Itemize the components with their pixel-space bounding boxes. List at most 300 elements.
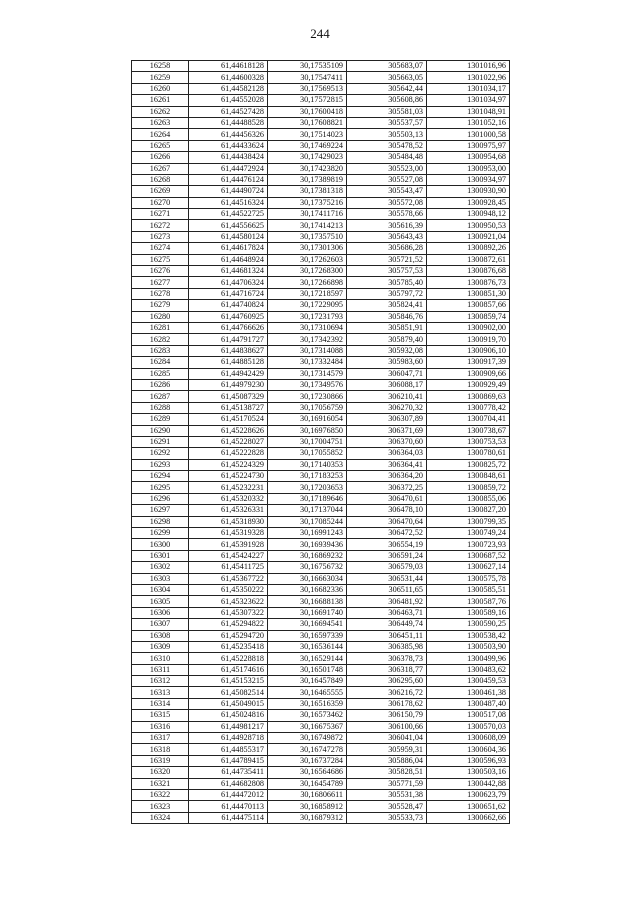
point-number-cell: 16284 [132, 357, 189, 368]
longitude-cell: 30,17218597 [268, 288, 347, 299]
point-number-cell: 16309 [132, 641, 189, 652]
x-coordinate-cell: 306531,44 [347, 573, 427, 584]
y-coordinate-cell: 1301016,96 [427, 61, 510, 72]
point-number-cell: 16285 [132, 368, 189, 379]
point-number-cell: 16302 [132, 562, 189, 573]
latitude-cell: 61,45323622 [189, 596, 268, 607]
longitude-cell: 30,16737284 [268, 755, 347, 766]
longitude-cell: 30,17429023 [268, 152, 347, 163]
longitude-cell: 30,16682336 [268, 584, 347, 595]
latitude-cell: 61,44472924 [189, 163, 268, 174]
y-coordinate-cell: 1301052,16 [427, 117, 510, 128]
longitude-cell: 30,17301306 [268, 243, 347, 254]
x-coordinate-cell: 306579,03 [347, 562, 427, 573]
point-number-cell: 16275 [132, 254, 189, 265]
longitude-cell: 30,16465555 [268, 687, 347, 698]
latitude-cell: 61,45222828 [189, 448, 268, 459]
x-coordinate-cell: 305528,47 [347, 801, 427, 812]
y-coordinate-cell: 1300848,61 [427, 471, 510, 482]
longitude-cell: 30,17203653 [268, 482, 347, 493]
table-row [132, 288, 510, 299]
point-number-cell: 16296 [132, 493, 189, 504]
longitude-cell: 30,17469224 [268, 140, 347, 151]
table-row [132, 698, 510, 709]
point-number-cell: 16307 [132, 619, 189, 630]
latitude-cell: 61,44600328 [189, 72, 268, 83]
longitude-cell: 30,16688138 [268, 596, 347, 607]
longitude-cell: 30,17055852 [268, 448, 347, 459]
y-coordinate-cell: 1300917,39 [427, 357, 510, 368]
table-row [132, 117, 510, 128]
latitude-cell: 61,45224329 [189, 459, 268, 470]
point-number-cell: 16264 [132, 129, 189, 140]
x-coordinate-cell: 306554,19 [347, 539, 427, 550]
longitude-cell: 30,16939436 [268, 539, 347, 550]
table-row [132, 209, 510, 220]
table-row [132, 300, 510, 311]
longitude-cell: 30,17414213 [268, 220, 347, 231]
longitude-cell: 30,17189646 [268, 493, 347, 504]
table-row [132, 550, 510, 561]
longitude-cell: 30,17600418 [268, 106, 347, 117]
latitude-cell: 61,45049015 [189, 698, 268, 709]
latitude-cell: 61,45320332 [189, 493, 268, 504]
y-coordinate-cell: 1300651,62 [427, 801, 510, 812]
longitude-cell: 30,16806611 [268, 790, 347, 801]
point-number-cell: 16274 [132, 243, 189, 254]
longitude-cell: 30,17137044 [268, 505, 347, 516]
y-coordinate-cell: 1300954,68 [427, 152, 510, 163]
x-coordinate-cell: 306364,03 [347, 448, 427, 459]
y-coordinate-cell: 1300753,53 [427, 436, 510, 447]
y-coordinate-cell: 1300780,61 [427, 448, 510, 459]
table-row [132, 448, 510, 459]
latitude-cell: 61,45319328 [189, 528, 268, 539]
longitude-cell: 30,16976850 [268, 425, 347, 436]
point-number-cell: 16259 [132, 72, 189, 83]
latitude-cell: 61,44472012 [189, 790, 268, 801]
y-coordinate-cell: 1300687,52 [427, 550, 510, 561]
x-coordinate-cell: 306591,24 [347, 550, 427, 561]
latitude-cell: 61,45326331 [189, 505, 268, 516]
y-coordinate-cell: 1300906,10 [427, 345, 510, 356]
latitude-cell: 61,45138727 [189, 402, 268, 413]
table-row [132, 607, 510, 618]
longitude-cell: 30,17266898 [268, 277, 347, 288]
latitude-cell: 61,44838627 [189, 345, 268, 356]
x-coordinate-cell: 306463,71 [347, 607, 427, 618]
point-number-cell: 16308 [132, 630, 189, 641]
longitude-cell: 30,16675367 [268, 721, 347, 732]
y-coordinate-cell: 1300857,66 [427, 300, 510, 311]
y-coordinate-cell: 1300662,66 [427, 812, 510, 823]
y-coordinate-cell: 1300953,00 [427, 163, 510, 174]
table-row [132, 459, 510, 470]
latitude-cell: 61,44981217 [189, 721, 268, 732]
point-number-cell: 16321 [132, 778, 189, 789]
table-row [132, 596, 510, 607]
x-coordinate-cell: 306364,20 [347, 471, 427, 482]
y-coordinate-cell: 1300538,42 [427, 630, 510, 641]
table-row [132, 72, 510, 83]
longitude-cell: 30,16501748 [268, 664, 347, 675]
y-coordinate-cell: 1300930,90 [427, 186, 510, 197]
table-row [132, 744, 510, 755]
latitude-cell: 61,44979230 [189, 379, 268, 390]
table-row [132, 687, 510, 698]
longitude-cell: 30,16454789 [268, 778, 347, 789]
coordinates-table-container [131, 60, 509, 824]
latitude-cell: 61,45228626 [189, 425, 268, 436]
latitude-cell: 61,44928718 [189, 733, 268, 744]
table-row [132, 516, 510, 527]
latitude-cell: 61,45228027 [189, 436, 268, 447]
table-row [132, 676, 510, 687]
longitude-cell: 30,16694541 [268, 619, 347, 630]
x-coordinate-cell: 306451,11 [347, 630, 427, 641]
y-coordinate-cell: 1300876,68 [427, 266, 510, 277]
latitude-cell: 61,45153215 [189, 676, 268, 687]
y-coordinate-cell: 1300442,88 [427, 778, 510, 789]
y-coordinate-cell: 1301000,58 [427, 129, 510, 140]
y-coordinate-cell: 1300902,00 [427, 322, 510, 333]
table-row [132, 220, 510, 231]
point-number-cell: 16290 [132, 425, 189, 436]
y-coordinate-cell: 1300934,97 [427, 174, 510, 185]
longitude-cell: 30,17332484 [268, 357, 347, 368]
longitude-cell: 30,17535109 [268, 61, 347, 72]
longitude-cell: 30,16749872 [268, 733, 347, 744]
y-coordinate-cell: 1300623,79 [427, 790, 510, 801]
point-number-cell: 16283 [132, 345, 189, 356]
latitude-cell: 61,44527428 [189, 106, 268, 117]
point-number-cell: 16268 [132, 174, 189, 185]
longitude-cell: 30,17056759 [268, 402, 347, 413]
point-number-cell: 16316 [132, 721, 189, 732]
latitude-cell: 61,45024816 [189, 710, 268, 721]
table-row [132, 152, 510, 163]
point-number-cell: 16297 [132, 505, 189, 516]
point-number-cell: 16311 [132, 664, 189, 675]
y-coordinate-cell: 1300825,72 [427, 459, 510, 470]
table-row [132, 414, 510, 425]
latitude-cell: 61,44476124 [189, 174, 268, 185]
y-coordinate-cell: 1300461,38 [427, 687, 510, 698]
point-number-cell: 16306 [132, 607, 189, 618]
table-row [132, 641, 510, 652]
longitude-cell: 30,17547411 [268, 72, 347, 83]
latitude-cell: 61,44682808 [189, 778, 268, 789]
latitude-cell: 61,44516324 [189, 197, 268, 208]
table-row [132, 254, 510, 265]
longitude-cell: 30,17183253 [268, 471, 347, 482]
table-row [132, 436, 510, 447]
y-coordinate-cell: 1300921,04 [427, 231, 510, 242]
table-row [132, 584, 510, 595]
longitude-cell: 30,17608821 [268, 117, 347, 128]
x-coordinate-cell: 305616,39 [347, 220, 427, 231]
page-number: 244 [310, 26, 330, 41]
y-coordinate-cell: 1300608,09 [427, 733, 510, 744]
point-number-cell: 16300 [132, 539, 189, 550]
point-number-cell: 16295 [132, 482, 189, 493]
point-number-cell: 16271 [132, 209, 189, 220]
y-coordinate-cell: 1300587,76 [427, 596, 510, 607]
table-row [132, 493, 510, 504]
x-coordinate-cell: 305642,44 [347, 83, 427, 94]
y-coordinate-cell: 1300585,51 [427, 584, 510, 595]
table-row [132, 767, 510, 778]
x-coordinate-cell: 305886,04 [347, 755, 427, 766]
table-row [132, 266, 510, 277]
latitude-cell: 61,45087329 [189, 391, 268, 402]
point-number-cell: 16313 [132, 687, 189, 698]
table-row [132, 106, 510, 117]
x-coordinate-cell: 306210,41 [347, 391, 427, 402]
y-coordinate-cell: 1300604,36 [427, 744, 510, 755]
x-coordinate-cell: 305686,28 [347, 243, 427, 254]
table-row [132, 664, 510, 675]
y-coordinate-cell: 1300570,03 [427, 721, 510, 732]
table-row [132, 630, 510, 641]
point-number-cell: 16289 [132, 414, 189, 425]
longitude-cell: 30,17314579 [268, 368, 347, 379]
point-number-cell: 16318 [132, 744, 189, 755]
longitude-cell: 30,17230866 [268, 391, 347, 402]
longitude-cell: 30,16564686 [268, 767, 347, 778]
latitude-cell: 61,44438424 [189, 152, 268, 163]
x-coordinate-cell: 305533,73 [347, 812, 427, 823]
x-coordinate-cell: 305578,66 [347, 209, 427, 220]
latitude-cell: 61,44791727 [189, 334, 268, 345]
point-number-cell: 16266 [132, 152, 189, 163]
x-coordinate-cell: 305531,38 [347, 790, 427, 801]
longitude-cell: 30,16536144 [268, 641, 347, 652]
table-row [132, 425, 510, 436]
latitude-cell: 61,45235418 [189, 641, 268, 652]
longitude-cell: 30,17411716 [268, 209, 347, 220]
latitude-cell: 61,44488528 [189, 117, 268, 128]
point-number-cell: 16272 [132, 220, 189, 231]
y-coordinate-cell: 1300892,26 [427, 243, 510, 254]
y-coordinate-cell: 1300589,16 [427, 607, 510, 618]
x-coordinate-cell: 306478,10 [347, 505, 427, 516]
longitude-cell: 30,16597339 [268, 630, 347, 641]
point-number-cell: 16270 [132, 197, 189, 208]
latitude-cell: 61,44456326 [189, 129, 268, 140]
coordinates-table-body [132, 61, 510, 824]
x-coordinate-cell: 306100,66 [347, 721, 427, 732]
x-coordinate-cell: 306372,25 [347, 482, 427, 493]
table-row [132, 505, 510, 516]
table-row [132, 482, 510, 493]
point-number-cell: 16261 [132, 95, 189, 106]
longitude-cell: 30,17423820 [268, 163, 347, 174]
latitude-cell: 61,44855317 [189, 744, 268, 755]
x-coordinate-cell: 305581,03 [347, 106, 427, 117]
latitude-cell: 61,45228818 [189, 653, 268, 664]
point-number-cell: 16280 [132, 311, 189, 322]
y-coordinate-cell: 1300459,53 [427, 676, 510, 687]
coordinates-table [131, 60, 510, 824]
longitude-cell: 30,16858912 [268, 801, 347, 812]
table-row [132, 653, 510, 664]
x-coordinate-cell: 306318,77 [347, 664, 427, 675]
y-coordinate-cell: 1300869,63 [427, 391, 510, 402]
latitude-cell: 61,44760925 [189, 311, 268, 322]
table-row [132, 790, 510, 801]
point-number-cell: 16303 [132, 573, 189, 584]
latitude-cell: 61,45232231 [189, 482, 268, 493]
x-coordinate-cell: 306481,92 [347, 596, 427, 607]
longitude-cell: 30,17140353 [268, 459, 347, 470]
x-coordinate-cell: 306378,73 [347, 653, 427, 664]
y-coordinate-cell: 1300590,25 [427, 619, 510, 630]
longitude-cell: 30,16747278 [268, 744, 347, 755]
longitude-cell: 30,17375216 [268, 197, 347, 208]
table-row [132, 243, 510, 254]
x-coordinate-cell: 306041,04 [347, 733, 427, 744]
x-coordinate-cell: 306150,79 [347, 710, 427, 721]
x-coordinate-cell: 305983,60 [347, 357, 427, 368]
x-coordinate-cell: 305503,13 [347, 129, 427, 140]
point-number-cell: 16277 [132, 277, 189, 288]
point-number-cell: 16263 [132, 117, 189, 128]
point-number-cell: 16320 [132, 767, 189, 778]
x-coordinate-cell: 305959,31 [347, 744, 427, 755]
x-coordinate-cell: 305543,47 [347, 186, 427, 197]
table-row [132, 322, 510, 333]
latitude-cell: 61,44552028 [189, 95, 268, 106]
latitude-cell: 61,44735411 [189, 767, 268, 778]
x-coordinate-cell: 306307,89 [347, 414, 427, 425]
point-number-cell: 16269 [132, 186, 189, 197]
longitude-cell: 30,17342392 [268, 334, 347, 345]
table-row [132, 528, 510, 539]
longitude-cell: 30,17572815 [268, 95, 347, 106]
point-number-cell: 16315 [132, 710, 189, 721]
table-row [132, 710, 510, 721]
longitude-cell: 30,16869232 [268, 550, 347, 561]
latitude-cell: 61,44556625 [189, 220, 268, 231]
longitude-cell: 30,17314088 [268, 345, 347, 356]
latitude-cell: 61,44433624 [189, 140, 268, 151]
latitude-cell: 61,44885128 [189, 357, 268, 368]
latitude-cell: 61,44580124 [189, 231, 268, 242]
longitude-cell: 30,17514023 [268, 129, 347, 140]
table-row [132, 129, 510, 140]
point-number-cell: 16299 [132, 528, 189, 539]
point-number-cell: 16267 [132, 163, 189, 174]
longitude-cell: 30,17085244 [268, 516, 347, 527]
longitude-cell: 30,17231793 [268, 311, 347, 322]
longitude-cell: 30,17004751 [268, 436, 347, 447]
table-row [132, 163, 510, 174]
x-coordinate-cell: 305608,86 [347, 95, 427, 106]
point-number-cell: 16279 [132, 300, 189, 311]
point-number-cell: 16265 [132, 140, 189, 151]
table-row [132, 778, 510, 789]
y-coordinate-cell: 1300627,14 [427, 562, 510, 573]
latitude-cell: 61,44716724 [189, 288, 268, 299]
x-coordinate-cell: 306472,52 [347, 528, 427, 539]
y-coordinate-cell: 1300596,93 [427, 755, 510, 766]
table-row [132, 573, 510, 584]
x-coordinate-cell: 305478,52 [347, 140, 427, 151]
longitude-cell: 30,16991243 [268, 528, 347, 539]
latitude-cell: 61,44618128 [189, 61, 268, 72]
table-row [132, 61, 510, 72]
x-coordinate-cell: 305797,72 [347, 288, 427, 299]
y-coordinate-cell: 1300483,62 [427, 664, 510, 675]
y-coordinate-cell: 1300975,97 [427, 140, 510, 151]
y-coordinate-cell: 1300919,70 [427, 334, 510, 345]
y-coordinate-cell: 1300575,78 [427, 573, 510, 584]
point-number-cell: 16276 [132, 266, 189, 277]
x-coordinate-cell: 305523,00 [347, 163, 427, 174]
latitude-cell: 61,44475114 [189, 812, 268, 823]
x-coordinate-cell: 305828,51 [347, 767, 427, 778]
latitude-cell: 61,45350222 [189, 584, 268, 595]
y-coordinate-cell: 1300723,93 [427, 539, 510, 550]
x-coordinate-cell: 305527,08 [347, 174, 427, 185]
latitude-cell: 61,44789415 [189, 755, 268, 766]
table-row [132, 733, 510, 744]
x-coordinate-cell: 305572,08 [347, 197, 427, 208]
point-number-cell: 16323 [132, 801, 189, 812]
table-row [132, 334, 510, 345]
y-coordinate-cell: 1300929,49 [427, 379, 510, 390]
y-coordinate-cell: 1300948,12 [427, 209, 510, 220]
x-coordinate-cell: 305846,76 [347, 311, 427, 322]
table-row [132, 402, 510, 413]
table-row [132, 231, 510, 242]
point-number-cell: 16278 [132, 288, 189, 299]
point-number-cell: 16258 [132, 61, 189, 72]
table-row [132, 812, 510, 823]
latitude-cell: 61,44617824 [189, 243, 268, 254]
y-coordinate-cell: 1300859,74 [427, 311, 510, 322]
table-row [132, 345, 510, 356]
x-coordinate-cell: 305824,41 [347, 300, 427, 311]
point-number-cell: 16298 [132, 516, 189, 527]
y-coordinate-cell: 1301048,91 [427, 106, 510, 117]
x-coordinate-cell: 306470,61 [347, 493, 427, 504]
latitude-cell: 61,45424227 [189, 550, 268, 561]
table-row [132, 197, 510, 208]
x-coordinate-cell: 306088,17 [347, 379, 427, 390]
longitude-cell: 30,16529144 [268, 653, 347, 664]
longitude-cell: 30,17349576 [268, 379, 347, 390]
latitude-cell: 61,44470113 [189, 801, 268, 812]
point-number-cell: 16292 [132, 448, 189, 459]
x-coordinate-cell: 305851,91 [347, 322, 427, 333]
y-coordinate-cell: 1300503,16 [427, 767, 510, 778]
y-coordinate-cell: 1300738,67 [427, 425, 510, 436]
longitude-cell: 30,17381318 [268, 186, 347, 197]
table-row [132, 140, 510, 151]
x-coordinate-cell: 305643,43 [347, 231, 427, 242]
point-number-cell: 16317 [132, 733, 189, 744]
point-number-cell: 16319 [132, 755, 189, 766]
longitude-cell: 30,17357510 [268, 231, 347, 242]
y-coordinate-cell: 1300799,35 [427, 516, 510, 527]
y-coordinate-cell: 1300517,08 [427, 710, 510, 721]
x-coordinate-cell: 305663,05 [347, 72, 427, 83]
y-coordinate-cell: 1300950,53 [427, 220, 510, 231]
x-coordinate-cell: 306364,41 [347, 459, 427, 470]
point-number-cell: 16273 [132, 231, 189, 242]
